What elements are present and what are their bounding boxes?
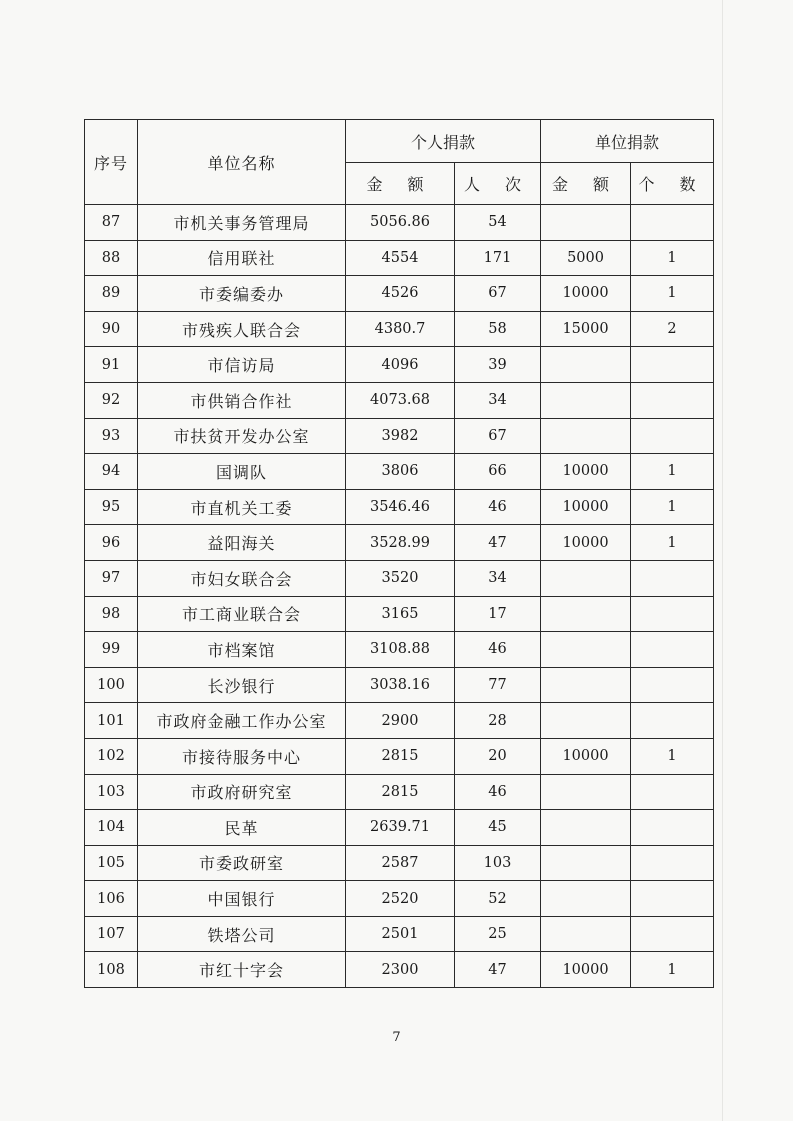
cell-unit-name: 市政府金融工作办公室 xyxy=(138,703,346,739)
cell-seq: 96 xyxy=(85,525,138,561)
cell-personal-amount: 3982 xyxy=(346,418,455,454)
cell-seq: 97 xyxy=(85,560,138,596)
cell-unit-amount: 10000 xyxy=(541,489,631,525)
cell-seq: 102 xyxy=(85,738,138,774)
cell-seq: 95 xyxy=(85,489,138,525)
table-row xyxy=(85,596,714,632)
cell-seq: 93 xyxy=(85,418,138,454)
cell-personal-count: 58 xyxy=(455,311,541,347)
cell-unit-amount xyxy=(541,418,631,454)
cell-unit-name: 市残疾人联合会 xyxy=(138,311,346,347)
cell-personal-amount: 4380.7 xyxy=(346,311,455,347)
cell-personal-count: 47 xyxy=(455,525,541,561)
cell-unit-name: 长沙银行 xyxy=(138,667,346,703)
cell-unit-amount xyxy=(541,596,631,632)
cell-personal-count: 28 xyxy=(455,703,541,739)
cell-unit-name: 市接待服务中心 xyxy=(138,738,346,774)
cell-unit-amount: 15000 xyxy=(541,311,631,347)
table-row xyxy=(85,489,714,525)
cell-personal-amount: 2520 xyxy=(346,881,455,917)
cell-personal-amount: 5056.86 xyxy=(346,205,455,241)
cell-unit-name: 市红十字会 xyxy=(138,952,346,988)
cell-seq: 100 xyxy=(85,667,138,703)
cell-unit-amount: 10000 xyxy=(541,952,631,988)
cell-personal-amount: 3165 xyxy=(346,596,455,632)
header-seq: 序号 xyxy=(85,120,138,205)
cell-unit-amount xyxy=(541,667,631,703)
cell-seq: 108 xyxy=(85,952,138,988)
table-row xyxy=(85,525,714,561)
cell-unit-amount xyxy=(541,845,631,881)
cell-personal-amount: 2501 xyxy=(346,916,455,952)
header-personal-count: 人 次 xyxy=(455,163,541,205)
cell-personal-amount: 4554 xyxy=(346,240,455,276)
cell-personal-amount: 4073.68 xyxy=(346,382,455,418)
cell-unit-count xyxy=(631,703,714,739)
cell-unit-amount xyxy=(541,347,631,383)
cell-unit-count: 1 xyxy=(631,240,714,276)
page-number: 7 xyxy=(392,1030,401,1045)
cell-unit-count: 1 xyxy=(631,454,714,490)
table-row xyxy=(85,703,714,739)
header-personal-amount: 金 额 xyxy=(346,163,455,205)
cell-personal-count: 45 xyxy=(455,810,541,846)
cell-personal-amount: 3528.99 xyxy=(346,525,455,561)
cell-personal-count: 34 xyxy=(455,382,541,418)
cell-personal-count: 103 xyxy=(455,845,541,881)
cell-unit-count: 1 xyxy=(631,738,714,774)
table-row xyxy=(85,881,714,917)
cell-personal-amount: 4526 xyxy=(346,276,455,312)
cell-unit-count: 2 xyxy=(631,311,714,347)
cell-unit-amount xyxy=(541,205,631,241)
cell-unit-name: 市机关事务管理局 xyxy=(138,205,346,241)
cell-seq: 106 xyxy=(85,881,138,917)
cell-unit-name: 市供销合作社 xyxy=(138,382,346,418)
cell-unit-name: 铁塔公司 xyxy=(138,916,346,952)
cell-seq: 91 xyxy=(85,347,138,383)
cell-personal-amount: 2815 xyxy=(346,738,455,774)
table-row xyxy=(85,738,714,774)
table-row xyxy=(85,667,714,703)
cell-personal-amount: 3108.88 xyxy=(346,632,455,668)
cell-unit-amount xyxy=(541,560,631,596)
cell-seq: 87 xyxy=(85,205,138,241)
cell-seq: 99 xyxy=(85,632,138,668)
cell-personal-amount: 4096 xyxy=(346,347,455,383)
cell-unit-count xyxy=(631,560,714,596)
cell-unit-name: 市直机关工委 xyxy=(138,489,346,525)
table-row xyxy=(85,240,714,276)
cell-unit-count: 1 xyxy=(631,525,714,561)
cell-seq: 105 xyxy=(85,845,138,881)
cell-seq: 92 xyxy=(85,382,138,418)
cell-personal-amount: 3038.16 xyxy=(346,667,455,703)
table-row xyxy=(85,845,714,881)
table-row xyxy=(85,311,714,347)
cell-unit-name: 市扶贫开发办公室 xyxy=(138,418,346,454)
cell-seq: 94 xyxy=(85,454,138,490)
cell-unit-amount: 10000 xyxy=(541,276,631,312)
cell-unit-amount xyxy=(541,810,631,846)
cell-unit-name: 市工商业联合会 xyxy=(138,596,346,632)
table-row xyxy=(85,276,714,312)
cell-unit-amount: 10000 xyxy=(541,454,631,490)
cell-personal-count: 171 xyxy=(455,240,541,276)
table-row xyxy=(85,810,714,846)
header-unit-donation: 单位捐款 xyxy=(541,120,714,163)
table-row xyxy=(85,952,714,988)
cell-unit-name: 市妇女联合会 xyxy=(138,560,346,596)
cell-personal-amount: 2587 xyxy=(346,845,455,881)
cell-unit-name: 市委编委办 xyxy=(138,276,346,312)
cell-unit-count xyxy=(631,774,714,810)
cell-personal-count: 54 xyxy=(455,205,541,241)
cell-personal-amount: 2300 xyxy=(346,952,455,988)
table-row xyxy=(85,632,714,668)
cell-unit-name: 市委政研室 xyxy=(138,845,346,881)
cell-personal-count: 46 xyxy=(455,774,541,810)
cell-personal-count: 67 xyxy=(455,418,541,454)
cell-personal-count: 20 xyxy=(455,738,541,774)
cell-personal-count: 34 xyxy=(455,560,541,596)
table-row xyxy=(85,205,714,241)
cell-unit-amount: 5000 xyxy=(541,240,631,276)
cell-unit-count xyxy=(631,596,714,632)
cell-unit-name: 中国银行 xyxy=(138,881,346,917)
cell-unit-count xyxy=(631,881,714,917)
table-row xyxy=(85,382,714,418)
cell-personal-count: 52 xyxy=(455,881,541,917)
cell-unit-count xyxy=(631,845,714,881)
cell-unit-name: 国调队 xyxy=(138,454,346,490)
header-personal-donation: 个人捐款 xyxy=(346,120,541,163)
cell-personal-amount: 3520 xyxy=(346,560,455,596)
cell-personal-count: 17 xyxy=(455,596,541,632)
cell-seq: 101 xyxy=(85,703,138,739)
cell-seq: 98 xyxy=(85,596,138,632)
cell-seq: 89 xyxy=(85,276,138,312)
cell-personal-count: 67 xyxy=(455,276,541,312)
cell-unit-amount xyxy=(541,632,631,668)
cell-unit-amount xyxy=(541,916,631,952)
cell-unit-amount xyxy=(541,703,631,739)
cell-personal-count: 46 xyxy=(455,489,541,525)
cell-unit-name: 市档案馆 xyxy=(138,632,346,668)
cell-personal-count: 25 xyxy=(455,916,541,952)
cell-seq: 107 xyxy=(85,916,138,952)
cell-personal-amount: 2639.71 xyxy=(346,810,455,846)
cell-unit-count xyxy=(631,916,714,952)
cell-personal-count: 66 xyxy=(455,454,541,490)
cell-personal-amount: 2900 xyxy=(346,703,455,739)
cell-unit-name: 益阳海关 xyxy=(138,525,346,561)
cell-unit-amount: 10000 xyxy=(541,525,631,561)
cell-unit-count xyxy=(631,632,714,668)
cell-unit-count xyxy=(631,667,714,703)
cell-seq: 88 xyxy=(85,240,138,276)
cell-personal-amount: 3806 xyxy=(346,454,455,490)
cell-unit-count: 1 xyxy=(631,489,714,525)
cell-unit-count xyxy=(631,810,714,846)
cell-personal-amount: 2815 xyxy=(346,774,455,810)
table-row xyxy=(85,347,714,383)
cell-unit-amount: 10000 xyxy=(541,738,631,774)
cell-unit-count: 1 xyxy=(631,952,714,988)
table-row xyxy=(85,560,714,596)
cell-personal-count: 77 xyxy=(455,667,541,703)
header-unit-amount: 金 额 xyxy=(541,163,631,205)
cell-unit-name: 民革 xyxy=(138,810,346,846)
cell-personal-count: 46 xyxy=(455,632,541,668)
scan-edge-line xyxy=(722,0,723,1121)
cell-unit-count xyxy=(631,418,714,454)
table-row xyxy=(85,774,714,810)
table-row xyxy=(85,418,714,454)
donation-table xyxy=(84,119,714,988)
cell-personal-amount: 3546.46 xyxy=(346,489,455,525)
table-row xyxy=(85,454,714,490)
cell-unit-count xyxy=(631,205,714,241)
cell-unit-name: 信用联社 xyxy=(138,240,346,276)
header-unit-name: 单位名称 xyxy=(138,120,346,205)
cell-unit-count xyxy=(631,382,714,418)
cell-unit-name: 市信访局 xyxy=(138,347,346,383)
cell-unit-name: 市政府研究室 xyxy=(138,774,346,810)
cell-unit-amount xyxy=(541,881,631,917)
header-unit-count: 个 数 xyxy=(631,163,714,205)
cell-personal-count: 47 xyxy=(455,952,541,988)
cell-seq: 103 xyxy=(85,774,138,810)
cell-personal-count: 39 xyxy=(455,347,541,383)
table-row xyxy=(85,916,714,952)
cell-unit-amount xyxy=(541,382,631,418)
cell-unit-count: 1 xyxy=(631,276,714,312)
cell-unit-amount xyxy=(541,774,631,810)
header-row-1 xyxy=(85,120,714,163)
table-body xyxy=(85,205,714,988)
cell-seq: 104 xyxy=(85,810,138,846)
cell-seq: 90 xyxy=(85,311,138,347)
cell-unit-count xyxy=(631,347,714,383)
